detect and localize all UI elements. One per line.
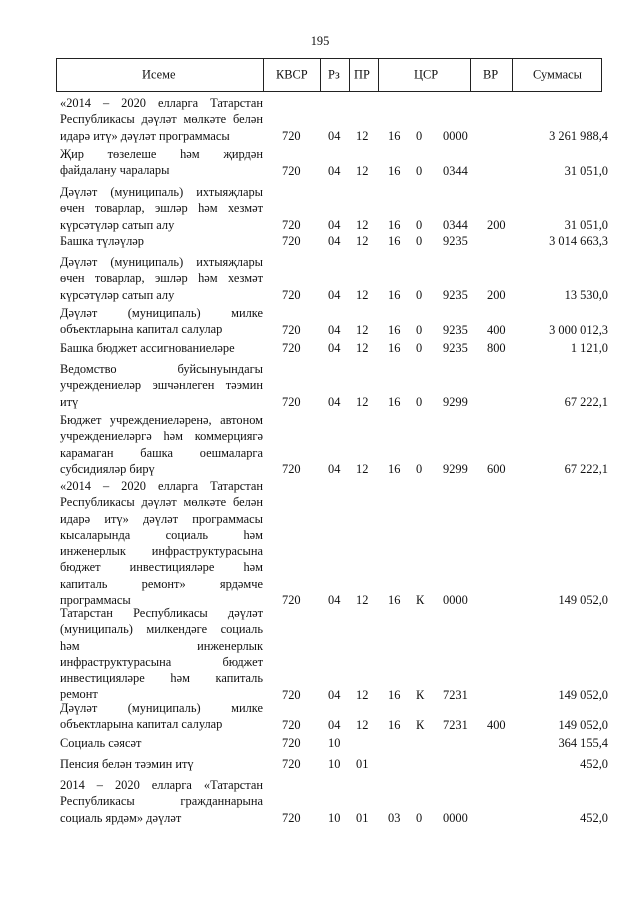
- cell-c3: 0000: [443, 593, 468, 608]
- cell-c3: 0344: [443, 163, 468, 178]
- row-name-line: Республикасы дәүләт мөлкәте белән: [60, 112, 263, 127]
- row-name: [60, 412, 263, 477]
- header-csr: ЦСР: [414, 67, 439, 82]
- cell-c2: 0: [416, 810, 423, 825]
- cell-kvsr: 720: [282, 394, 301, 409]
- cell-vr: 400: [487, 322, 506, 337]
- row-name-line: объектларына капитал салулар: [60, 322, 223, 337]
- cell-c3: 9235: [443, 322, 468, 337]
- row-name-line: Дәүләт (муниципаль) ихтыяҗлары: [60, 185, 263, 199]
- cell-pr: 12: [356, 394, 369, 409]
- row-name: [60, 756, 263, 772]
- cell-rz: 04: [328, 163, 341, 178]
- cell-rz: 04: [328, 394, 341, 409]
- row-name-line: 2014 – 2020 елларга «Татарстан: [60, 778, 263, 792]
- cell-rz: 04: [328, 717, 341, 732]
- cell-kvsr: 720: [282, 593, 301, 608]
- row-name-line: учреждениеләр эшчәнлеген тәэмин: [60, 378, 263, 393]
- row-name: [60, 95, 263, 144]
- row-name-line: Республикасы гражданнарына: [60, 794, 263, 809]
- row-name-line: Бюджет учреждениеләренә, автоном: [60, 413, 263, 427]
- cell-c3: 9235: [443, 287, 468, 302]
- table-row: [0, 478, 640, 608]
- cell-c3: 0000: [443, 128, 468, 143]
- row-name-line: ремонт: [60, 687, 98, 702]
- row-name-line: кысаларында социаль һәм: [60, 527, 263, 542]
- cell-kvsr: 720: [282, 717, 301, 732]
- cell-sum: 452,0: [580, 757, 608, 772]
- cell-rz: 10: [328, 736, 341, 751]
- cell-pr: 12: [356, 128, 369, 143]
- header-divider: [320, 59, 321, 91]
- row-name-line: «2014 – 2020 елларга Татарстан: [60, 96, 263, 110]
- cell-c3: 9299: [443, 462, 468, 477]
- row-name-line: (муниципаль) милкендәге социаль: [60, 622, 263, 637]
- table-header: [56, 58, 602, 92]
- cell-sum: 67 222,1: [564, 462, 608, 477]
- cell-rz: 04: [328, 687, 341, 702]
- row-name-line: инженерлык инфраструктурасына: [60, 544, 263, 559]
- cell-c2: К: [416, 687, 425, 702]
- table-row: [0, 254, 640, 303]
- table-row: [0, 95, 640, 144]
- row-name-line: объектларына капитал салулар: [60, 717, 223, 732]
- cell-sum: 13 530,0: [564, 287, 608, 302]
- cell-c1: 03: [388, 810, 401, 825]
- header-rz: Рз: [328, 67, 340, 82]
- cell-pr: 12: [356, 462, 369, 477]
- cell-c1: 16: [388, 234, 401, 249]
- cell-rz: 04: [328, 462, 341, 477]
- row-name-line: итү: [60, 394, 79, 409]
- cell-kvsr: 720: [282, 163, 301, 178]
- header-sum: Суммасы: [533, 67, 582, 82]
- cell-c1: 16: [388, 128, 401, 143]
- cell-pr: 12: [356, 163, 369, 178]
- row-name-line: өчен товарлар, эшләр һәм хезмәт: [60, 271, 263, 286]
- cell-sum: 31 051,0: [564, 163, 608, 178]
- cell-c3: 0000: [443, 810, 468, 825]
- row-name-line: инвестицияләре һәм капиталь: [60, 671, 263, 686]
- table-row: [0, 700, 640, 733]
- row-name-line: Башка бюджет ассигнованиеләре: [60, 341, 235, 355]
- cell-sum: 67 222,1: [564, 394, 608, 409]
- table-row: [0, 233, 640, 249]
- row-name-line: Татарстан Республикасы дәүләт: [60, 606, 263, 620]
- cell-c3: 7231: [443, 687, 468, 702]
- row-name: [60, 146, 263, 179]
- header-pr: ПР: [354, 67, 370, 82]
- cell-pr: 12: [356, 687, 369, 702]
- cell-pr: 12: [356, 593, 369, 608]
- table-row: [0, 777, 640, 826]
- cell-kvsr: 720: [282, 287, 301, 302]
- cell-kvsr: 720: [282, 757, 301, 772]
- cell-pr: 12: [356, 234, 369, 249]
- cell-pr: 12: [356, 287, 369, 302]
- cell-sum: 31 051,0: [564, 217, 608, 232]
- row-name-line: Дәүләт (муниципаль) милке: [60, 701, 263, 715]
- cell-vr: 200: [487, 287, 506, 302]
- row-name-line: карамаган башка оешмаларга: [60, 445, 263, 460]
- cell-pr: 12: [356, 717, 369, 732]
- cell-c1: 16: [388, 462, 401, 477]
- row-name-line: социаль ярдәм» дәүләт: [60, 810, 182, 825]
- cell-rz: 04: [328, 322, 341, 337]
- cell-pr: 12: [356, 341, 369, 356]
- row-name: [60, 777, 263, 826]
- cell-sum: 3 000 012,3: [549, 322, 608, 337]
- cell-kvsr: 720: [282, 234, 301, 249]
- row-name: [60, 361, 263, 410]
- cell-kvsr: 720: [282, 322, 301, 337]
- cell-c2: 0: [416, 163, 423, 178]
- header-divider: [512, 59, 513, 91]
- row-name: [60, 305, 263, 338]
- header-divider: [263, 59, 264, 91]
- cell-pr: 12: [356, 217, 369, 232]
- cell-c1: 16: [388, 322, 401, 337]
- cell-c3: 0344: [443, 217, 468, 232]
- cell-kvsr: 720: [282, 128, 301, 143]
- cell-c2: К: [416, 717, 425, 732]
- cell-sum: 364 155,4: [558, 736, 608, 751]
- cell-c3: 7231: [443, 717, 468, 732]
- cell-c2: 0: [416, 322, 423, 337]
- cell-kvsr: 720: [282, 736, 301, 751]
- cell-sum: 3 261 988,4: [549, 128, 608, 143]
- row-name-line: капиталь ремонт» ярдәмче: [60, 576, 263, 591]
- cell-rz: 04: [328, 341, 341, 356]
- cell-vr: 400: [487, 717, 506, 732]
- table-row: [0, 340, 640, 356]
- row-name: [60, 700, 263, 733]
- cell-c1: 16: [388, 687, 401, 702]
- table-row: [0, 756, 640, 772]
- cell-kvsr: 720: [282, 687, 301, 702]
- cell-sum: 452,0: [580, 810, 608, 825]
- row-name: [60, 184, 263, 233]
- cell-sum: 149 052,0: [558, 593, 608, 608]
- row-name-line: Пенсия белән тәэмин итү: [60, 757, 194, 771]
- cell-c3: 9235: [443, 234, 468, 249]
- cell-c2: 0: [416, 341, 423, 356]
- table-row: [0, 412, 640, 477]
- row-name-line: идарә итү» дәүләт программасы: [60, 511, 263, 526]
- cell-c3: 9299: [443, 394, 468, 409]
- cell-c2: 0: [416, 234, 423, 249]
- row-name-line: инфраструктурасына бюджет: [60, 654, 263, 669]
- cell-kvsr: 720: [282, 217, 301, 232]
- row-name-line: бюджет инвестицияләре һәм: [60, 560, 263, 575]
- header-name: Исеме: [142, 67, 176, 82]
- cell-sum: 1 121,0: [570, 341, 608, 356]
- cell-c1: 16: [388, 717, 401, 732]
- cell-rz: 04: [328, 593, 341, 608]
- header-divider: [349, 59, 350, 91]
- cell-rz: 10: [328, 757, 341, 772]
- row-name: [60, 254, 263, 303]
- row-name: [60, 478, 263, 608]
- table-row: [0, 361, 640, 410]
- row-name: [60, 340, 263, 356]
- header-kvsr: КВСР: [276, 67, 308, 82]
- row-name: [60, 605, 263, 703]
- header-divider: [470, 59, 471, 91]
- cell-c2: 0: [416, 217, 423, 232]
- cell-sum: 149 052,0: [558, 687, 608, 702]
- row-name-line: Башка түләүләр: [60, 234, 144, 248]
- table-row: [0, 146, 640, 179]
- cell-rz: 04: [328, 217, 341, 232]
- header-divider: [378, 59, 379, 91]
- cell-kvsr: 720: [282, 341, 301, 356]
- cell-sum: 3 014 663,3: [549, 234, 608, 249]
- cell-pr: 01: [356, 757, 369, 772]
- cell-c2: 0: [416, 462, 423, 477]
- table-row: [0, 184, 640, 233]
- row-name-line: идарә итү» дәүләт программасы: [60, 128, 230, 143]
- row-name-line: күрсәтүләр сатып алу: [60, 287, 175, 302]
- cell-vr: 800: [487, 341, 506, 356]
- cell-c2: 0: [416, 128, 423, 143]
- table-row: [0, 735, 640, 751]
- cell-vr: 200: [487, 217, 506, 232]
- cell-c1: 16: [388, 217, 401, 232]
- row-name-line: файдалану чаралары: [60, 163, 170, 178]
- row-name: [60, 735, 263, 751]
- row-name-line: һәм инженерлык: [60, 638, 263, 653]
- cell-pr: 12: [356, 322, 369, 337]
- cell-kvsr: 720: [282, 462, 301, 477]
- row-name: [60, 233, 263, 249]
- row-name-line: күрсәтүләр сатып алу: [60, 217, 175, 232]
- cell-c2: 0: [416, 287, 423, 302]
- cell-rz: 04: [328, 287, 341, 302]
- cell-sum: 149 052,0: [558, 717, 608, 732]
- cell-rz: 04: [328, 234, 341, 249]
- row-name-line: Ведомство буйсынуындагы: [60, 362, 263, 376]
- row-name-line: өчен товарлар, эшләр һәм хезмәт: [60, 201, 263, 216]
- row-name-line: учреждениеләргә һәм коммерциягә: [60, 429, 263, 444]
- row-name-line: субсидияләр бирү: [60, 461, 155, 476]
- cell-c1: 16: [388, 341, 401, 356]
- cell-c1: 16: [388, 163, 401, 178]
- row-name-line: Республикасы дәүләт мөлкәте белән: [60, 495, 263, 510]
- page-number: 195: [310, 34, 330, 48]
- row-name-line: Дәүләт (муниципаль) милке: [60, 306, 263, 320]
- cell-c3: 9235: [443, 341, 468, 356]
- row-name-line: «2014 – 2020 елларга Татарстан: [60, 479, 263, 493]
- cell-c2: 0: [416, 394, 423, 409]
- cell-rz: 10: [328, 810, 341, 825]
- cell-c1: 16: [388, 287, 401, 302]
- cell-c1: 16: [388, 593, 401, 608]
- cell-rz: 04: [328, 128, 341, 143]
- row-name-line: Дәүләт (муниципаль) ихтыяҗлары: [60, 255, 263, 269]
- row-name-line: Җир төзелеше һәм җирдән: [60, 147, 263, 161]
- row-name-line: программасы: [60, 593, 131, 608]
- cell-c1: 16: [388, 394, 401, 409]
- table-row: [0, 605, 640, 703]
- cell-vr: 600: [487, 462, 506, 477]
- cell-pr: 01: [356, 810, 369, 825]
- cell-c2: К: [416, 593, 425, 608]
- cell-kvsr: 720: [282, 810, 301, 825]
- header-vr: ВР: [483, 67, 499, 82]
- row-name-line: Социаль сәясәт: [60, 736, 142, 750]
- table-row: [0, 305, 640, 338]
